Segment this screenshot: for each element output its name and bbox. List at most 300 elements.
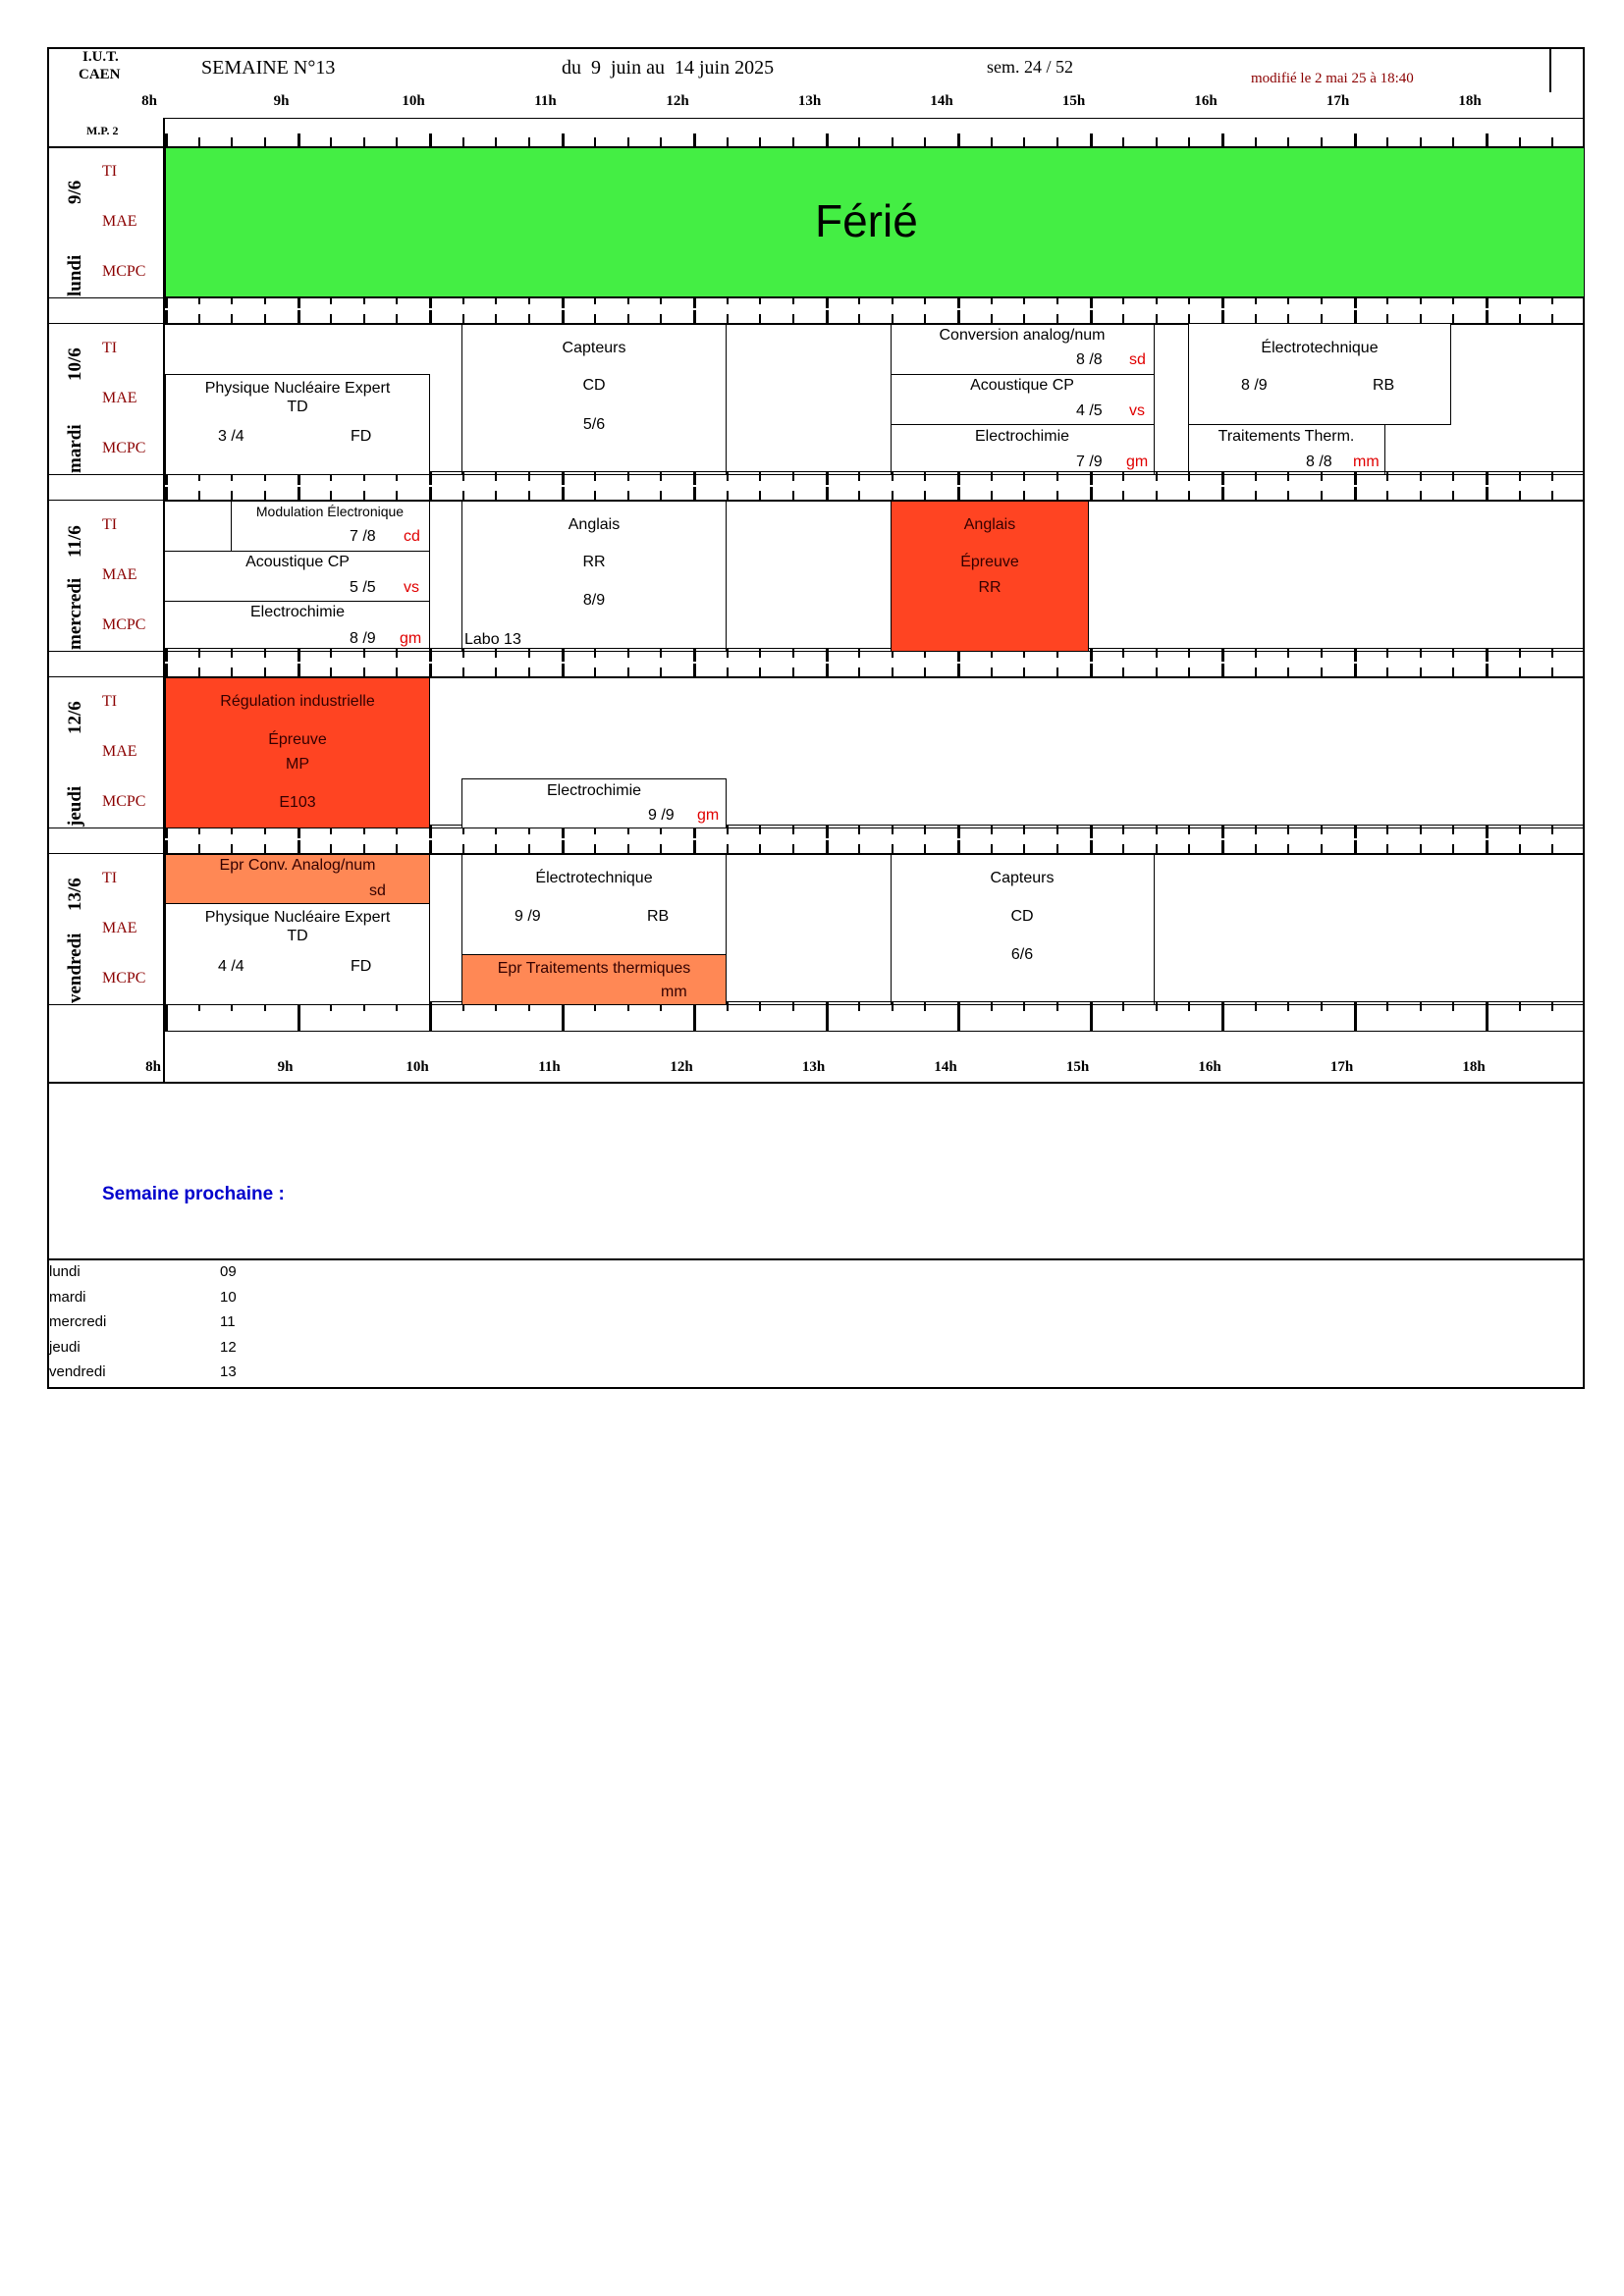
next-week-day: mardi [49, 1288, 86, 1306]
tick-mark [1287, 648, 1289, 658]
hour-label-bottom: 17h [1329, 1059, 1354, 1075]
wed-anglais-count: 8/9 [582, 592, 606, 609]
tick-mark [693, 487, 696, 501]
tick-mark [759, 825, 761, 834]
hour-label-bottom: 8h [145, 1059, 161, 1075]
hour-label-top: 11h [534, 93, 557, 109]
date-range: du 9 juin au 14 juin 2025 [562, 57, 775, 79]
tick-mark [792, 471, 794, 481]
wed-electrochimie-title: Electrochimie [249, 604, 346, 620]
tick-mark [627, 648, 629, 658]
tick-mark [826, 310, 829, 324]
hour-label-top: 14h [930, 93, 953, 109]
hour-label-top: 16h [1194, 93, 1218, 109]
tick-mark [1255, 1001, 1257, 1011]
thu-regulation-title: Régulation industrielle [220, 693, 375, 710]
wed-anglais-exam-title: Anglais [963, 516, 1016, 533]
tick-mark [1486, 310, 1489, 324]
wed-anglais-left [461, 501, 462, 652]
tick-mark [1090, 1001, 1093, 1031]
next-week-day: mercredi [49, 1313, 107, 1330]
tick-mark [1452, 648, 1454, 658]
tick-mark [495, 648, 497, 658]
tue-pne-title: Physique Nucléaire Expert [204, 380, 391, 397]
tick-mark [165, 664, 168, 677]
group-label: MCPC [102, 263, 146, 280]
tick-mark [1156, 825, 1158, 834]
tick-mark [1519, 1001, 1521, 1011]
day-date-label: 11/6 [65, 525, 85, 558]
tick-mark [759, 648, 761, 658]
tue-capteurs-teacher: CD [582, 377, 606, 394]
wed-mod-title: Modulation Électronique [255, 504, 405, 519]
hour-label-top: 8h [141, 93, 157, 109]
tick-mark [858, 648, 860, 658]
tick-mark [363, 648, 365, 658]
thu-electrochimie-title: Electrochimie [546, 782, 642, 799]
wed-mod-left [231, 501, 232, 551]
class-label: M.P. 2 [86, 124, 119, 137]
hour-label-bottom: 12h [670, 1059, 693, 1075]
hour-label-bottom: 14h [934, 1059, 957, 1075]
next-week-day: vendredi [49, 1363, 106, 1380]
tick-mark [1354, 1001, 1357, 1031]
tick-mark [1188, 825, 1190, 834]
tick-mark [1420, 1001, 1422, 1011]
hour-label-bottom: 13h [801, 1059, 826, 1075]
header-right-rule [1549, 47, 1551, 92]
tick-mark [1090, 133, 1093, 147]
wed-anglais-exam-subtitle: Épreuve [960, 554, 1019, 570]
tick-band-top [165, 648, 1585, 649]
tick-mark [298, 1001, 300, 1031]
tick-mark [792, 825, 794, 834]
group-label: TI [102, 870, 118, 886]
tick-mark [231, 648, 233, 658]
tick-mark [165, 487, 168, 501]
tue-capteurs-title: Capteurs [562, 340, 626, 356]
tick-mark [1519, 471, 1521, 481]
tick-mark [693, 840, 696, 854]
day-name-label: jeudi [65, 785, 85, 827]
semester-week: sem. 24 / 52 [987, 57, 1073, 77]
day-date-label: 12/6 [65, 701, 85, 734]
tick-mark [1056, 825, 1058, 834]
next-week-day: lundi [49, 1263, 81, 1280]
tick-mark [198, 648, 200, 658]
tick-mark [1122, 825, 1124, 834]
group-label: MCPC [102, 970, 146, 987]
tick-mark [1354, 487, 1357, 501]
tick-mark [330, 648, 332, 658]
tick-mark [1551, 1001, 1553, 1011]
wed-acoustique-teacher: vs [404, 579, 419, 596]
tue-capteurs-left [461, 324, 462, 475]
tick-mark [562, 133, 565, 147]
tick-mark [957, 133, 960, 147]
tick-mark [1551, 825, 1553, 834]
tick-mark [1122, 648, 1124, 658]
day-name-label: mercredi [65, 577, 85, 650]
tue-electrotech-teacher: RB [1373, 377, 1395, 394]
tick-mark [858, 1001, 860, 1011]
next-week-list-rule [47, 1258, 1585, 1260]
tick-mark [298, 133, 300, 147]
next-week-num: 09 [220, 1263, 237, 1280]
tick-mark [892, 1001, 893, 1011]
tick-mark [165, 133, 168, 147]
tick-mark [1420, 648, 1422, 658]
tick-mark [924, 1001, 926, 1011]
tick-mark [429, 310, 432, 324]
tick-mark [660, 648, 662, 658]
tick-mark [1023, 471, 1025, 481]
tick-mark [298, 840, 300, 854]
tick-mark [792, 648, 794, 658]
tick-mark [1386, 1001, 1388, 1011]
next-week-day: jeudi [49, 1338, 81, 1356]
tick-mark [1221, 487, 1224, 501]
wed-anglais-room: Labo 13 [464, 631, 521, 648]
tick-mark [1255, 648, 1257, 658]
tick-mark [693, 133, 696, 147]
day-name-label: lundi [65, 254, 85, 296]
fri-capteurs-left [891, 854, 892, 1005]
tick-mark [562, 487, 565, 501]
fri-capteurs-count: 6/6 [1010, 946, 1034, 963]
tick-mark [1420, 825, 1422, 834]
tick-band-top [165, 118, 1585, 119]
tue-traitements-left [1188, 425, 1189, 475]
tick-mark [594, 648, 596, 658]
tick-mark [429, 487, 432, 501]
fri-pne-title: Physique Nucléaire Expert [204, 909, 391, 926]
tick-mark [1255, 471, 1257, 481]
tick-mark [1287, 825, 1289, 834]
tick-mark [1156, 648, 1158, 658]
tick-mark [562, 840, 565, 854]
tick-band-bottom [165, 1031, 1585, 1032]
tick-mark [429, 840, 432, 854]
thu-regulation-teacher: MP [286, 756, 309, 773]
tick-mark [1321, 648, 1323, 658]
next-week-top-rule [47, 1082, 1585, 1084]
tick-mark [396, 648, 398, 658]
institution-line1: I.U.T. [82, 49, 119, 65]
hour-label-top: 13h [797, 93, 822, 109]
tick-mark [1519, 648, 1521, 658]
tick-mark [1056, 1001, 1058, 1011]
tick-mark [1122, 1001, 1124, 1011]
tue-electrochimie-title: Electrochimie [974, 428, 1070, 445]
tick-mark [1452, 825, 1454, 834]
group-label: MAE [102, 743, 137, 760]
fri-epr-conv-teacher: sd [369, 882, 386, 899]
tick-mark [1156, 471, 1158, 481]
tick-mark [1221, 310, 1224, 324]
header-bottom-rule [47, 147, 165, 148]
tick-mark [826, 1001, 829, 1031]
hour-label-bottom: 10h [406, 1059, 429, 1075]
tick-mark [1287, 471, 1289, 481]
tick-mark [562, 664, 565, 677]
tick-mark [1090, 664, 1093, 677]
wed-acoustique-count: 5 /5 [350, 579, 376, 596]
fri-capteurs-right [1154, 854, 1155, 1005]
tick-mark [165, 310, 168, 324]
tue-conv-title: Conversion analog/num [939, 327, 1106, 344]
tick-mark [1386, 648, 1388, 658]
wed-sep1 [165, 551, 430, 552]
tick-mark [991, 825, 993, 834]
tick-mark [298, 310, 300, 324]
tick-mark [957, 1001, 960, 1031]
tick-mark [826, 840, 829, 854]
group-label: MCPC [102, 616, 146, 633]
tick-mark [627, 471, 629, 481]
tick-mark [957, 310, 960, 324]
tue-conv-count: 8 /8 [1076, 351, 1103, 368]
tick-mark [957, 840, 960, 854]
hour-label-bottom: 16h [1198, 1059, 1221, 1075]
wed-anglais-exam-teacher: RR [978, 579, 1001, 596]
tue-electrotech-title: Électrotechnique [1261, 340, 1379, 356]
tue-traitements-right [1384, 425, 1385, 475]
tick-mark [1023, 1001, 1025, 1011]
wed-block-right [429, 501, 430, 652]
tue-traitements-teacher: mm [1353, 454, 1380, 470]
tick-mark [165, 1001, 168, 1031]
tue-electrotech-count: 8 /9 [1241, 377, 1268, 394]
tick-mark [991, 471, 993, 481]
group-label: MAE [102, 390, 137, 406]
tick-mark [1122, 471, 1124, 481]
tue-pne-teacher: FD [351, 428, 372, 445]
hour-label-top: 10h [402, 93, 425, 109]
tick-mark [759, 1001, 761, 1011]
tick-mark [660, 471, 662, 481]
tue-capteurs-right [726, 324, 727, 475]
tick-mark [892, 471, 893, 481]
tick-mark [1486, 487, 1489, 501]
tick-mark [759, 471, 761, 481]
tick-mark [429, 1001, 432, 1031]
tick-mark [858, 825, 860, 834]
tick-mark [826, 664, 829, 677]
group-label: TI [102, 693, 118, 710]
tue-pne-count: 3 /4 [218, 428, 244, 445]
tick-mark [1255, 825, 1257, 834]
hour-label-bottom: 9h [277, 1059, 294, 1075]
wed-electrochimie-count: 8 /9 [350, 630, 376, 647]
fri-pne-type: TD [287, 928, 308, 944]
tue-conv-sep1 [891, 374, 1154, 375]
tick-mark [1452, 1001, 1454, 1011]
thu-regulation-subtitle: Épreuve [268, 731, 327, 748]
thu-electrochimie-count: 9 /9 [648, 807, 675, 824]
week-number: SEMAINE N°13 [201, 57, 336, 79]
tick-mark [1188, 1001, 1190, 1011]
tick-mark [1386, 825, 1388, 834]
tick-mark [693, 664, 696, 677]
day-name-label: mardi [65, 424, 85, 473]
tick-mark [1090, 487, 1093, 501]
fri-electrotech-count: 9 /9 [514, 908, 541, 925]
day-row-top-rule [47, 500, 1585, 501]
hour-label-top: 12h [666, 93, 689, 109]
tue-traitements-count: 8 /8 [1306, 454, 1332, 470]
tick-mark [1321, 1001, 1323, 1011]
tick-mark [826, 487, 829, 501]
hour-label-bottom: 15h [1065, 1059, 1090, 1075]
tick-mark [1156, 1001, 1158, 1011]
tue-traitements-title: Traitements Therm. [1218, 428, 1355, 445]
fri-epr-traitements-title: Epr Traitements thermiques [497, 960, 691, 977]
tue-capteurs-count: 5/6 [582, 416, 606, 433]
tick-mark [991, 1001, 993, 1011]
tick-mark [1486, 133, 1489, 147]
tick-mark [1354, 133, 1357, 147]
group-label: MCPC [102, 440, 146, 456]
tick-mark [528, 471, 530, 481]
tick-mark [1221, 664, 1224, 677]
ferie-label: Férié [815, 195, 918, 246]
tick-mark [1023, 825, 1025, 834]
tick-mark [693, 310, 696, 324]
wed-sep2 [165, 601, 430, 602]
tick-band-bottom [165, 501, 1585, 502]
group-label: TI [102, 516, 118, 533]
modified-date: modifié le 2 mai 25 à 18:40 [1251, 71, 1414, 86]
tue-electrochimie-count: 7 /9 [1076, 454, 1103, 470]
next-week-num: 11 [220, 1313, 236, 1330]
group-label: TI [102, 340, 118, 356]
wed-acoustique-title: Acoustique CP [245, 554, 350, 570]
tue-acoustique-count: 4 /5 [1076, 402, 1103, 419]
tick-mark [429, 133, 432, 147]
tick-mark [1486, 840, 1489, 854]
tue-acoustique-teacher: vs [1129, 402, 1145, 419]
tue-conv-left [891, 324, 892, 475]
group-label: MAE [102, 213, 137, 230]
day-date-label: 10/6 [65, 347, 85, 381]
tick-mark [429, 664, 432, 677]
tick-mark [1551, 648, 1553, 658]
day-date-label: 9/6 [65, 180, 85, 204]
fri-capteurs-title: Capteurs [990, 870, 1055, 886]
wed-mod-count: 7 /8 [350, 528, 376, 545]
tick-mark [1321, 825, 1323, 834]
next-week-num: 10 [220, 1288, 237, 1306]
hour-label-bottom: 18h [1462, 1059, 1486, 1075]
tick-mark [1486, 1001, 1489, 1031]
hour-label-bottom: 11h [538, 1059, 561, 1075]
day-row-bottom-rule [47, 651, 1585, 652]
tick-mark [924, 825, 926, 834]
day-date-label: 13/6 [65, 878, 85, 911]
tick-mark [1354, 310, 1357, 324]
thu-electrochimie-teacher: gm [697, 807, 720, 824]
fri-pne-count: 4 /4 [218, 958, 244, 975]
tue-pne-type: TD [287, 399, 308, 415]
tick-mark [562, 1001, 565, 1031]
next-week-num: 13 [220, 1363, 237, 1380]
tick-mark [562, 310, 565, 324]
tick-mark [528, 648, 530, 658]
fri-capteurs-teacher: CD [1010, 908, 1034, 925]
tick-mark [1221, 133, 1224, 147]
tick-mark [1551, 471, 1553, 481]
tick-mark [957, 664, 960, 677]
tue-electrochimie-teacher: gm [1126, 454, 1149, 470]
tick-mark [957, 487, 960, 501]
wed-anglais-title: Anglais [568, 516, 621, 533]
tick-mark [1486, 664, 1489, 677]
fri-electrotech-teacher: RB [647, 908, 670, 925]
fri-epr-traitements-teacher: mm [661, 984, 687, 1000]
hour-label-top: 18h [1458, 93, 1482, 109]
group-label: TI [102, 163, 118, 180]
wed-electrochimie-teacher: gm [400, 630, 422, 647]
tue-conv-teacher: sd [1129, 351, 1146, 368]
day-name-label: vendredi [65, 933, 85, 1003]
tick-mark [693, 1001, 696, 1031]
tick-mark [1386, 471, 1388, 481]
tick-mark [1090, 310, 1093, 324]
hour-label-top: 9h [273, 93, 290, 109]
tick-mark [1188, 648, 1190, 658]
tick-mark [1221, 840, 1224, 854]
wed-anglais-teacher: RR [582, 554, 606, 570]
tue-conv-right [1154, 324, 1155, 475]
next-week-title: Semaine prochaine : [102, 1184, 285, 1204]
group-label: MAE [102, 566, 137, 583]
wed-anglais-right [726, 501, 727, 652]
group-label: MAE [102, 920, 137, 936]
tick-mark [1420, 471, 1422, 481]
tick-mark [298, 664, 300, 677]
tick-mark [594, 471, 596, 481]
tick-mark [792, 1001, 794, 1011]
tick-mark [165, 840, 168, 854]
tue-acoustique-title: Acoustique CP [970, 377, 1074, 394]
tick-mark [1519, 825, 1521, 834]
day-row-bottom-rule [47, 297, 1585, 298]
tick-mark [892, 825, 893, 834]
tick-mark [1354, 664, 1357, 677]
hour-label-top: 15h [1061, 93, 1086, 109]
tick-mark [298, 487, 300, 501]
tick-mark [826, 133, 829, 147]
tick-mark [1321, 471, 1323, 481]
tick-mark [924, 471, 926, 481]
tick-mark [1287, 1001, 1289, 1011]
group-label: MCPC [102, 793, 146, 810]
thu-regulation-room: E103 [279, 794, 316, 811]
fri-electrotech-title: Électrotechnique [535, 870, 653, 886]
institution-line2: CAEN [79, 67, 121, 82]
tick-mark [264, 648, 266, 658]
tick-mark [1354, 840, 1357, 854]
next-week-num: 12 [220, 1338, 237, 1356]
tick-mark [1056, 471, 1058, 481]
tick-mark [1452, 471, 1454, 481]
hour-label-top: 17h [1326, 93, 1350, 109]
tick-mark [1221, 1001, 1224, 1031]
fri-epr-conv-title: Epr Conv. Analog/num [219, 857, 376, 874]
fri-pne-teacher: FD [351, 958, 372, 975]
tue-conv-sep2 [891, 424, 1154, 425]
